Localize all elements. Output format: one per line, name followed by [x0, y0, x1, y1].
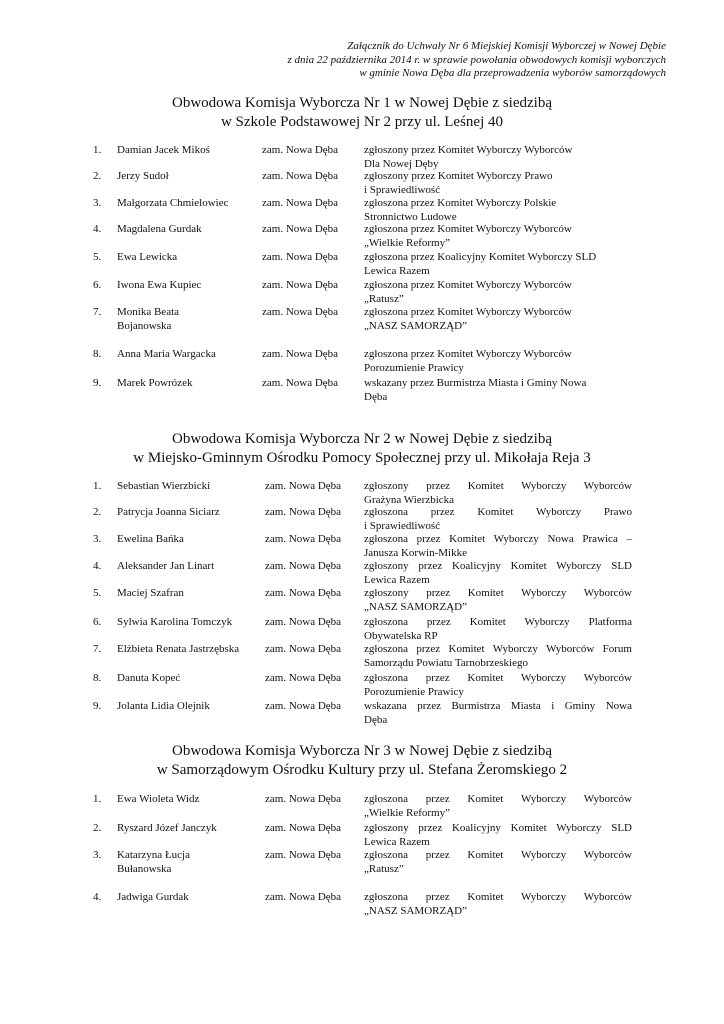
member-address: zam. Nowa Dęba: [265, 793, 342, 805]
member-name-line: Patrycja Joanna Siciarz: [117, 506, 220, 518]
member-name-line: Ryszard Józef Janczyk: [117, 822, 217, 834]
section-1-title: [0, 94, 724, 132]
member-name: [117, 197, 257, 211]
member-name: [117, 377, 257, 391]
member-address: zam. Nowa Dęba: [262, 279, 339, 291]
member-number: 2.: [93, 170, 102, 182]
member-number: 5.: [93, 587, 102, 599]
member-name-line: Anna Maria Wargacka: [117, 348, 216, 360]
member-address: zam. Nowa Dęba: [265, 560, 342, 572]
member-nomination-line: „NASZ SAMORZĄD”: [364, 600, 467, 613]
member-nomination-line: Grażyna Wierzbicka: [364, 493, 455, 506]
member-nomination-line: Samorządu Powiatu Tarnobrzeskiego: [364, 656, 528, 669]
member-nomination-line: zgłoszona przez Komitet Wyborczy Wyborców: [364, 793, 632, 805]
member-name: [117, 587, 257, 601]
member-nomination: [364, 506, 632, 533]
member-address: zam. Nowa Dęba: [265, 616, 342, 628]
member-nomination-line: zgłoszona przez Komitet Wyborczy Wyborców: [364, 306, 572, 318]
member-number: 6.: [93, 279, 102, 291]
section-title-line-2: w Szkole Podstawowej Nr 2 przy ul. Leśnej 40: [220, 114, 504, 130]
header-line-2: z dnia 22 października 2014 r. w sprawie powołania obwodowych komisji wyborczych: [287, 53, 666, 66]
member-address: zam. Nowa Dęba: [265, 533, 342, 545]
member-nomination-line: „Wielkie Reformy”: [364, 806, 450, 819]
member-name: [117, 506, 257, 520]
member-number: 3.: [93, 849, 102, 861]
member-name-line: Jerzy Sudoł: [117, 170, 169, 182]
member-nomination: [364, 587, 632, 614]
member-number: 5.: [93, 251, 102, 263]
member-name: [117, 700, 257, 714]
member-name: [117, 279, 257, 293]
member-nomination-line: i Sprawiedliwość: [364, 183, 441, 196]
member-nomination-line: zgłoszony przez Komitet Wyborczy Wyborców: [364, 480, 632, 492]
member-name-line: Monika Beata: [117, 306, 180, 318]
member-nomination-line: zgłoszona przez Komitet Wyborczy Wyborców: [364, 348, 572, 360]
section-2-title: [0, 430, 724, 468]
member-name: [117, 891, 257, 905]
member-name-line: Bułanowska: [117, 862, 172, 875]
member-nomination: [364, 616, 632, 643]
member-address: zam. Nowa Dęba: [262, 197, 339, 209]
section-title-line-1: Obwodowa Komisja Wyborcza Nr 3 w Nowej Dębie z siedzibą: [172, 743, 552, 759]
member-nomination-line: Dęba: [364, 713, 388, 726]
member-nomination: [364, 643, 632, 670]
member-nomination: [364, 560, 632, 587]
member-nomination: [364, 144, 632, 171]
member-name-line: Sylwia Karolina Tomczyk: [117, 616, 233, 628]
member-address: zam. Nowa Dęba: [265, 849, 342, 861]
member-nomination-line: Stronnictwo Ludowe: [364, 210, 457, 223]
member-number: 6.: [93, 616, 102, 628]
member-name: [117, 672, 257, 686]
member-nomination-line: zgłoszona przez Komitet Wyborczy Wyborców: [364, 672, 632, 684]
member-nomination-line: i Sprawiedliwość: [364, 519, 441, 532]
member-name-line: Aleksander Jan Linart: [117, 560, 215, 572]
member-name-line: Jadwiga Gurdak: [117, 891, 189, 903]
member-nomination-line: „NASZ SAMORZĄD”: [364, 904, 467, 917]
member-number: 2.: [93, 506, 102, 518]
member-address: zam. Nowa Dęba: [262, 170, 339, 182]
member-nomination: [364, 822, 632, 849]
member-name-line: Sebastian Wierzbicki: [117, 480, 211, 492]
member-name-line: Jolanta Lidia Olejnik: [117, 700, 210, 712]
member-name: [117, 348, 257, 362]
member-nomination-line: Porozumienie Prawicy: [364, 685, 464, 698]
member-name-line: Małgorzata Chmielowiec: [117, 197, 229, 209]
member-nomination: [364, 348, 632, 375]
member-nomination: [364, 891, 632, 918]
member-name: [117, 223, 257, 237]
member-address: zam. Nowa Dęba: [265, 672, 342, 684]
member-name: [117, 643, 257, 657]
member-number: 4.: [93, 560, 102, 572]
member-name: [117, 616, 257, 630]
member-nomination-line: „Ratusz”: [364, 292, 404, 305]
member-name-line: Danuta Kopeć: [117, 672, 181, 684]
member-name: [117, 533, 257, 547]
section-title-line-1: Obwodowa Komisja Wyborcza Nr 1 w Nowej Dębie z siedzibą: [172, 95, 552, 111]
member-nomination-line: Obywatelska RP: [364, 629, 438, 642]
member-nomination-line: zgłoszona przez Komitet Wyborczy Nowa Prawica –: [364, 533, 632, 545]
member-nomination-line: Janusza Korwin-Mikke: [364, 546, 467, 559]
member-nomination-line: Lewica Razem: [364, 573, 430, 586]
member-address: zam. Nowa Dęba: [262, 251, 339, 263]
member-nomination: [364, 279, 632, 306]
member-nomination-line: Dla Nowej Dęby: [364, 157, 439, 170]
member-number: 4.: [93, 223, 102, 235]
member-nomination-line: Dęba: [364, 390, 388, 403]
member-address: zam. Nowa Dęba: [265, 700, 342, 712]
member-name: [117, 170, 257, 184]
member-nomination: [364, 170, 632, 197]
section-title-line-1: Obwodowa Komisja Wyborcza Nr 2 w Nowej Dębie z siedzibą: [172, 431, 552, 447]
member-nomination: [364, 480, 632, 507]
member-nomination: [364, 849, 632, 876]
member-name-line: Damian Jacek Mikoś: [117, 144, 210, 156]
section-3-title: [0, 742, 724, 780]
member-number: 1.: [93, 480, 102, 492]
member-name-line: Magdalena Gurdak: [117, 223, 202, 235]
member-name: [117, 849, 257, 876]
member-nomination: [364, 197, 632, 224]
member-nomination-line: zgłoszona przez Koalicyjny Komitet Wyborczy SLD: [364, 251, 597, 263]
member-name-line: Maciej Szafran: [117, 587, 184, 599]
member-nomination-line: zgłoszony przez Komitet Wyborczy Wyborców: [364, 144, 573, 156]
member-nomination: [364, 377, 632, 404]
member-nomination-line: Lewica Razem: [364, 264, 430, 277]
member-name-line: Bojanowska: [117, 319, 172, 332]
member-nomination-line: zgłoszona przez Komitet Wyborczy Wyborców: [364, 223, 572, 235]
member-name: [117, 560, 257, 574]
member-address: zam. Nowa Dęba: [265, 643, 342, 655]
member-address: zam. Nowa Dęba: [262, 377, 339, 389]
member-number: 1.: [93, 793, 102, 805]
member-address: zam. Nowa Dęba: [265, 587, 342, 599]
member-nomination: [364, 251, 632, 278]
member-name: [117, 251, 257, 265]
member-number: 7.: [93, 643, 102, 655]
member-number: 8.: [93, 348, 102, 360]
member-name: [117, 822, 257, 836]
member-address: zam. Nowa Dęba: [265, 506, 342, 518]
member-number: 2.: [93, 822, 102, 834]
member-nomination-line: zgłoszona przez Komitet Wyborczy Wyborców: [364, 849, 632, 861]
member-nomination-line: „NASZ SAMORZĄD”: [364, 319, 467, 332]
header-line-1: Załącznik do Uchwały Nr 6 Miejskiej Komisji Wyborczej w Nowej Dębie: [347, 40, 666, 52]
member-name-line: Ewelina Bańka: [117, 533, 184, 545]
member-address: zam. Nowa Dęba: [262, 348, 339, 360]
member-number: 3.: [93, 197, 102, 209]
member-name-line: Ewa Wioleta Widz: [117, 793, 200, 805]
member-name: [117, 306, 257, 333]
member-address: zam. Nowa Dęba: [265, 480, 342, 492]
member-nomination-line: „Ratusz”: [364, 862, 404, 875]
member-name-line: Marek Powrózek: [117, 377, 193, 389]
member-nomination-line: zgłoszona przez Komitet Wyborczy Wyborców: [364, 279, 572, 291]
member-name-line: Iwona Ewa Kupiec: [117, 279, 202, 291]
member-nomination-line: zgłoszona przez Komitet Wyborczy Polskie: [364, 197, 557, 209]
member-nomination-line: zgłoszona przez Komitet Wyborczy Wyborców Forum: [364, 643, 632, 655]
member-nomination-line: zgłoszona przez Komitet Wyborczy Prawo: [364, 506, 632, 518]
member-nomination-line: zgłoszony przez Komitet Wyborczy Prawo: [364, 170, 553, 182]
member-nomination-line: zgłoszona przez Komitet Wyborczy Platforma: [364, 616, 632, 628]
member-name-line: Katarzyna Łucja: [117, 849, 190, 861]
member-name-line: Elżbieta Renata Jastrzębska: [117, 643, 240, 655]
member-nomination-line: „Wielkie Reformy”: [364, 236, 450, 249]
member-number: 3.: [93, 533, 102, 545]
member-number: 7.: [93, 306, 102, 318]
section-title-line-2: w Samorządowym Ośrodku Kultury przy ul. Stefana Żeromskiego 2: [156, 762, 568, 778]
member-nomination-line: zgłoszony przez Komitet Wyborczy Wyborców: [364, 587, 632, 599]
member-address: zam. Nowa Dęba: [262, 306, 339, 318]
member-name-line: Ewa Lewicka: [117, 251, 178, 263]
member-nomination-line: zgłoszony przez Koalicyjny Komitet Wyborczy SLD: [364, 822, 632, 834]
member-nomination: [364, 533, 632, 560]
member-name: [117, 793, 257, 807]
member-nomination-line: Lewica Razem: [364, 835, 430, 848]
member-nomination: [364, 672, 632, 699]
member-address: zam. Nowa Dęba: [262, 144, 339, 156]
member-nomination-line: wskazany przez Burmistrza Miasta i Gminy Nowa: [364, 377, 587, 389]
member-number: 8.: [93, 672, 102, 684]
member-nomination-line: wskazana przez Burmistrza Miasta i Gminy Nowa: [364, 700, 632, 712]
member-nomination: [364, 700, 632, 727]
member-number: 1.: [93, 144, 102, 156]
section-title-line-2: w Miejsko-Gminnym Ośrodku Pomocy Społecznej przy ul. Mikołaja Reja 3: [133, 450, 591, 466]
member-nomination: [364, 223, 632, 250]
member-nomination: [364, 793, 632, 820]
member-nomination-line: zgłoszony przez Koalicyjny Komitet Wyborczy SLD: [364, 560, 632, 572]
member-name: [117, 480, 257, 494]
member-number: 9.: [93, 377, 102, 389]
member-address: zam. Nowa Dęba: [262, 223, 339, 235]
member-address: zam. Nowa Dęba: [265, 891, 342, 903]
document-header: [146, 40, 666, 81]
member-number: 9.: [93, 700, 102, 712]
header-line-3: w gminie Nowa Dęba dla przeprowadzenia wyborów samorządowych: [359, 67, 666, 79]
member-nomination: [364, 306, 632, 333]
member-number: 4.: [93, 891, 102, 903]
member-name: [117, 144, 257, 158]
member-nomination-line: Porozumienie Prawicy: [364, 361, 464, 374]
member-address: zam. Nowa Dęba: [265, 822, 342, 834]
member-nomination-line: zgłoszona przez Komitet Wyborczy Wyborców: [364, 891, 632, 903]
